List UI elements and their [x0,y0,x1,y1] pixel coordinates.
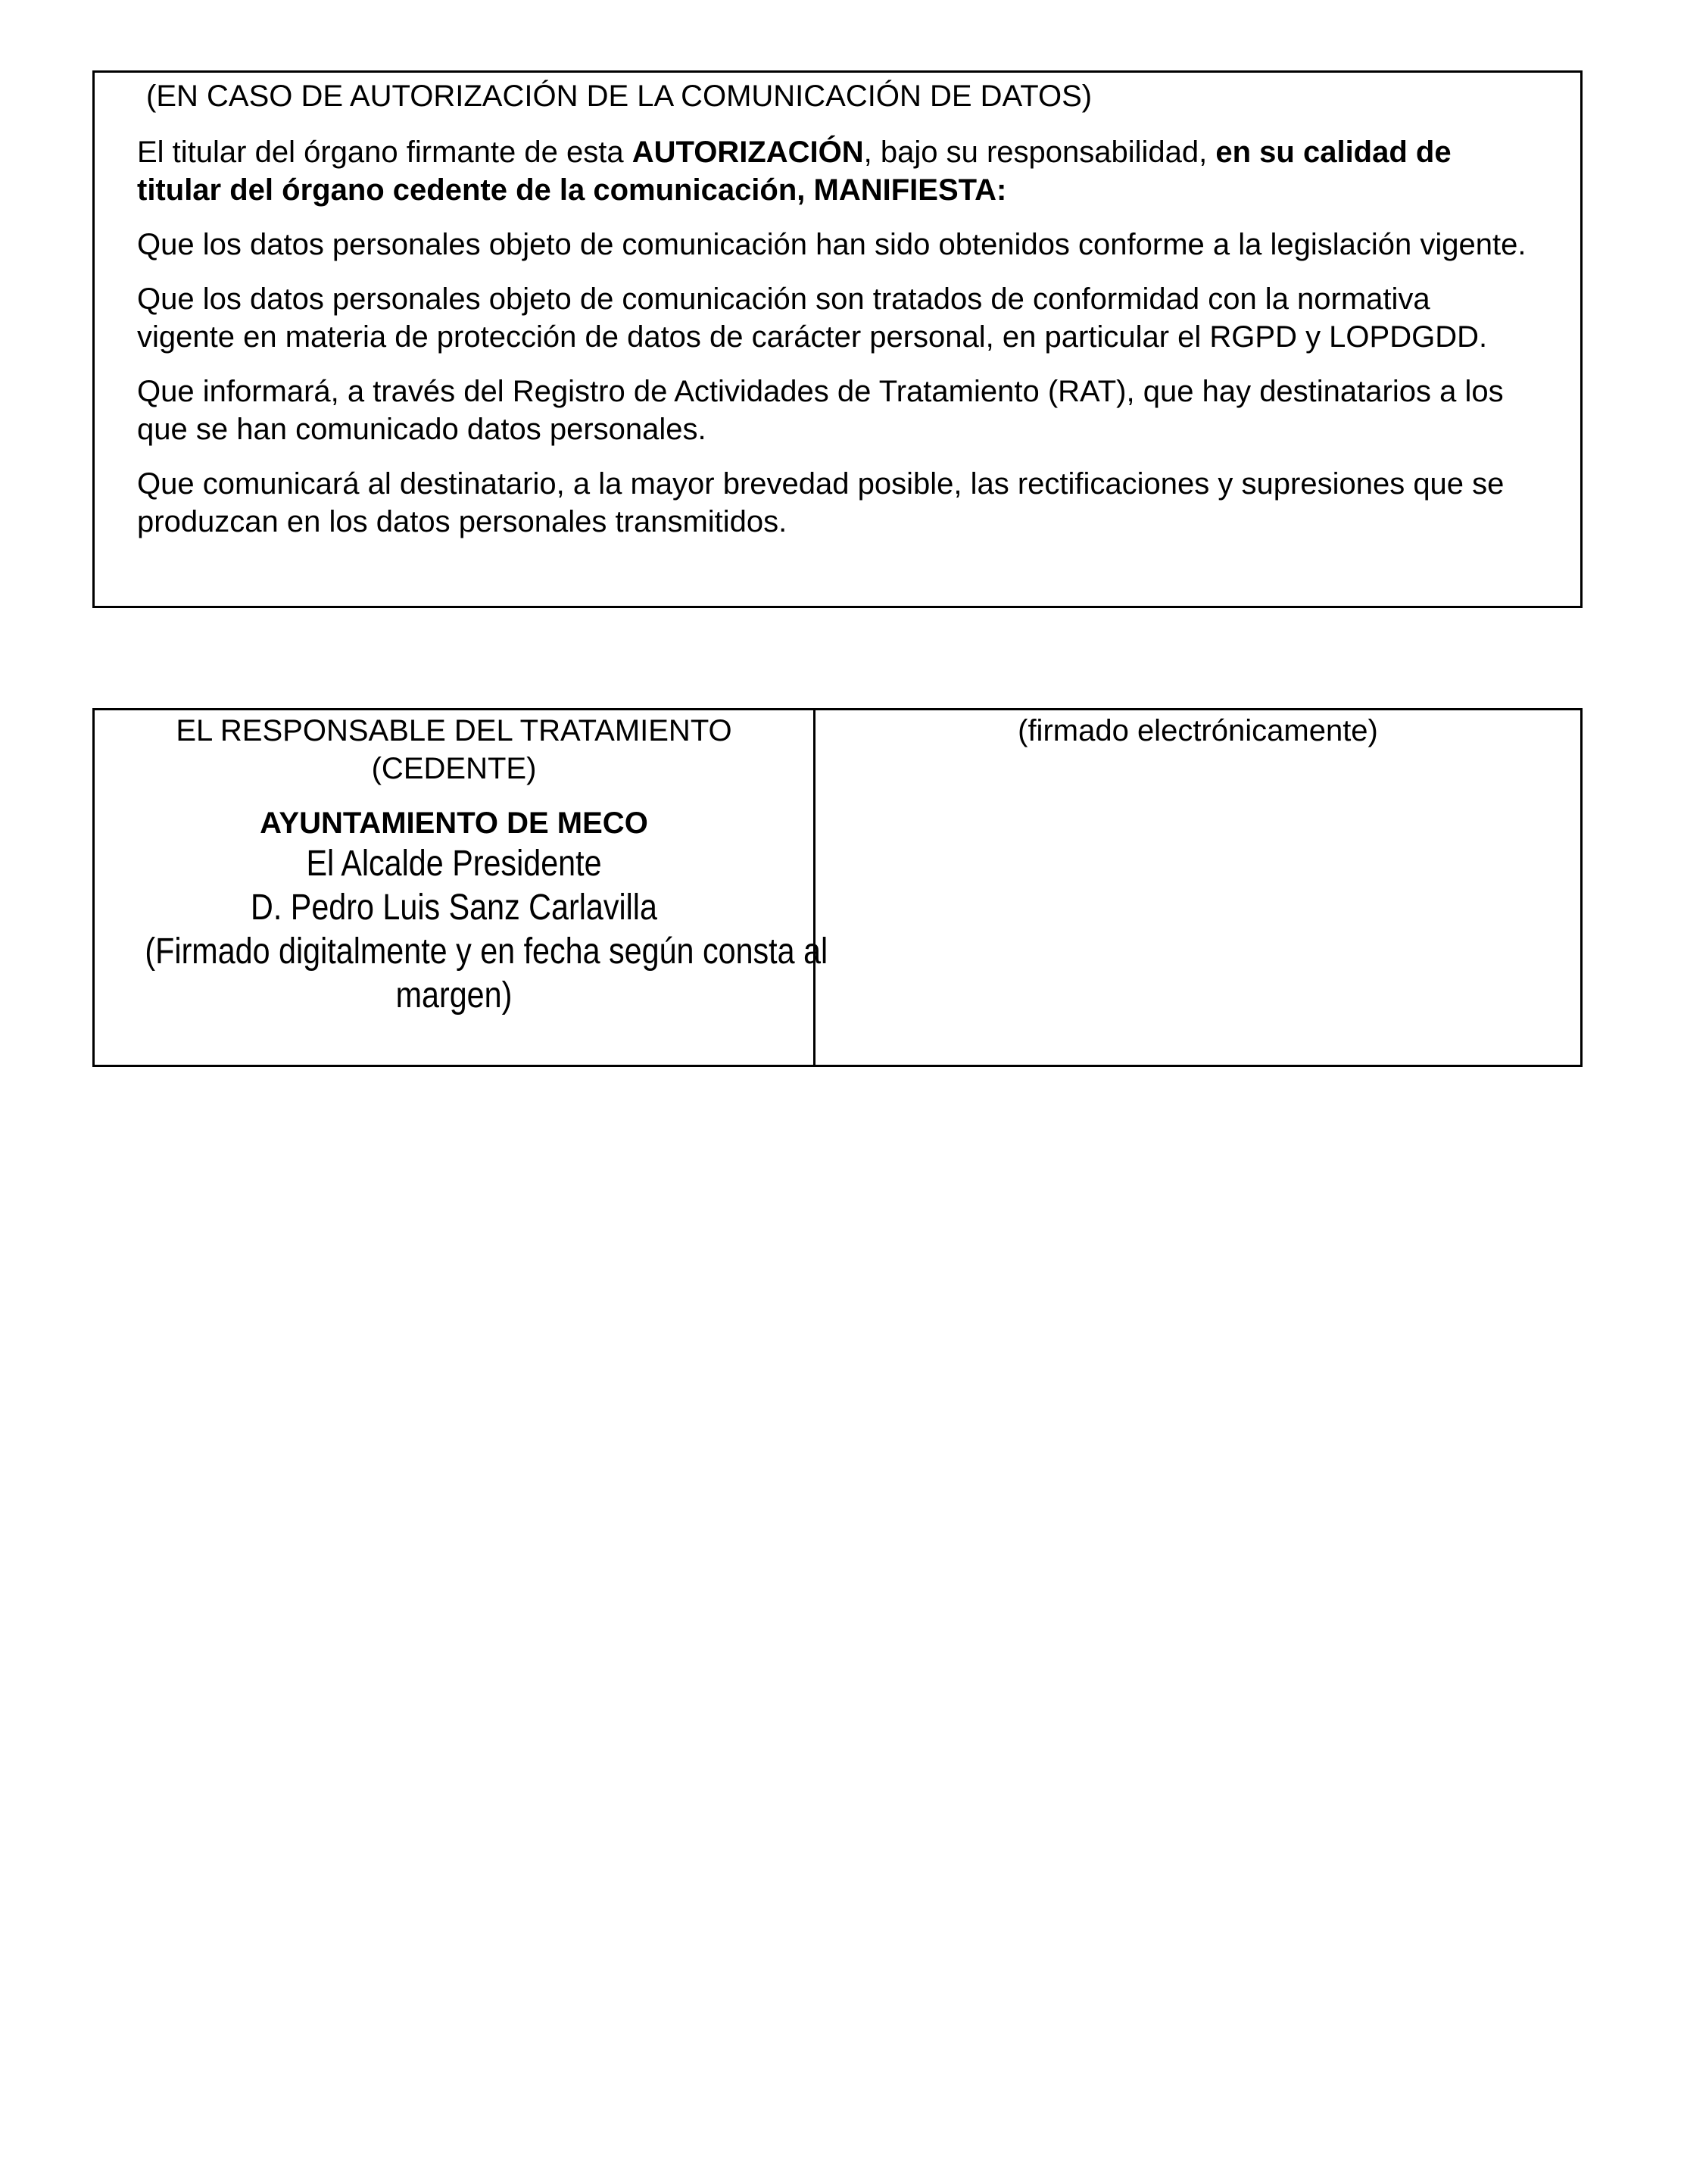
signature-cell-controller [95,710,828,1065]
signer-title: El Alcalde Presidente [306,844,602,884]
statement-3: Que informará, a través del Registro de Actividades de Tratamiento (RAT), que hay destinatarios a los que se han comunicado datos personales. [137,375,1504,446]
statement-4: Que comunicará al destinatario, a la mayor brevedad posible, las rectificaciones y supresiones que se produzcan en los datos personales transmitidos. [137,467,1505,538]
electronic-signature-label: (firmado electrónicamente) [1018,714,1378,747]
organization-name: AYUNTAMIENTO DE MECO [260,807,648,840]
intro-text-2: , bajo su responsabilidad, [863,136,1216,169]
intro-authorization: AUTORIZACIÓN [632,136,864,169]
signature-note-end: margen) [395,975,513,1016]
intro-manifiesta: en su calidad de titular del órgano cedente de la comunicación, MANIFIESTA: [137,136,1452,207]
signature-note: (Firmado digitalmente y en fecha según consta al [145,931,828,972]
signer-name: D. Pedro Luis Sanz Carlavilla [251,888,657,928]
controller-role: EL RESPONSABLE DEL TRATAMIENTO [176,714,732,747]
signature-cell-electronic [815,710,1580,1065]
intro-text-1: El titular del órgano firmante de esta [137,136,632,169]
declaration-box [92,70,1583,608]
statement-2: Que los datos personales objeto de comunicación son tratados de conformidad con la normativa vigente en materia de protección de datos de carácter personal, en particular el RGPD y LOPDGDD. [137,282,1488,354]
declaration-intro [137,133,1535,209]
statement-1: Que los datos personales objeto de comunicación han sido obtenidos conforme a la legislación vigente. [137,228,1527,261]
declaration-heading: (EN CASO DE AUTORIZACIÓN DE LA COMUNICACIÓN DE DATOS) [146,80,1093,113]
controller-role-qualifier: (CEDENTE) [371,752,537,785]
signature-table [92,708,1583,1067]
